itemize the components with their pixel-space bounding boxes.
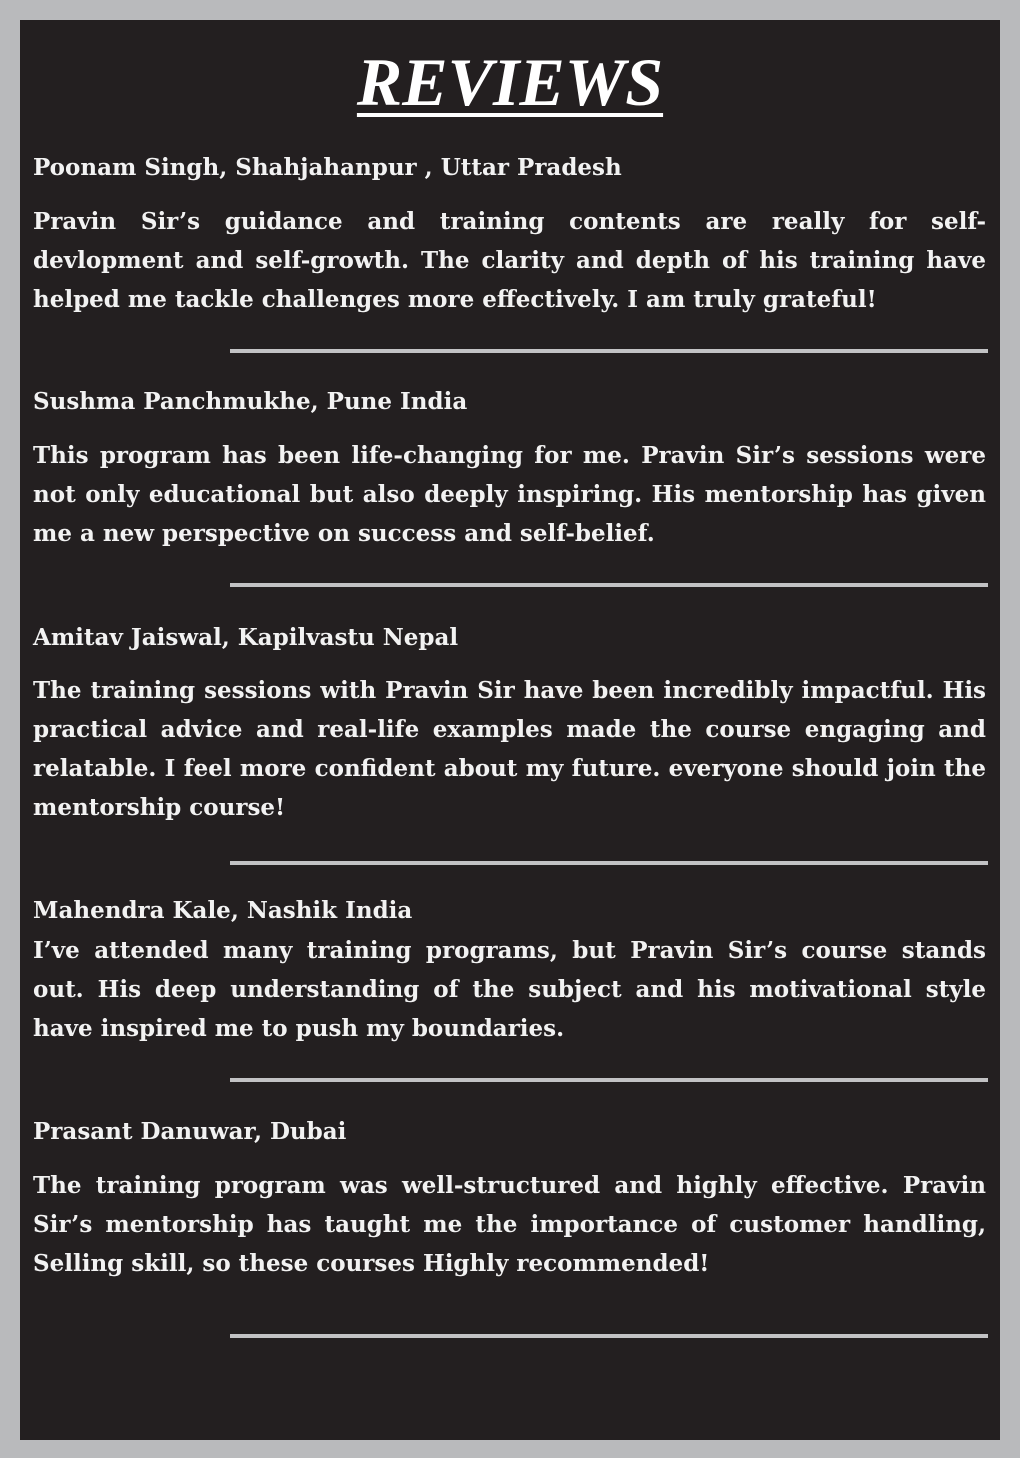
review-text: The training program was well-structured and highly effective. Pravin Sir’s mentorship has taught me the importance of customer handling, Selling skill, so these courses Highly recommended! bbox=[33, 1172, 986, 1277]
review-text: This program has been life-changing for me. Pravin Sir’s sessions were not only educational but also deeply inspiring. His mentorship has given me a new perspective on success and self-belief. bbox=[33, 442, 986, 547]
review-text: I’ve attended many training programs, but Pravin Sir’s course stands out. His deep understanding of the subject and his motivational style have inspired me to push my boundaries. bbox=[33, 937, 986, 1042]
reviewer-name: Sushma Panchmukhe, Pune India bbox=[33, 388, 468, 415]
reviewer-name: Mahendra Kale, Nashik India bbox=[33, 897, 413, 924]
review-divider bbox=[230, 583, 988, 587]
reviewer-name: Prasant Danuwar, Dubai bbox=[33, 1118, 347, 1145]
reviewer-name: Poonam Singh, Shahjahanpur , Uttar Pradesh bbox=[33, 154, 622, 181]
review-divider bbox=[230, 1078, 988, 1082]
reviews-panel bbox=[20, 20, 1000, 1440]
review-divider bbox=[230, 1334, 988, 1338]
review-text: Pravin Sir’s guidance and training contents are really for self-devlopment and self-growth. The clarity and depth of his training have helped me tackle challenges more effectively. I am truly grateful! bbox=[33, 208, 986, 313]
review-text: The training sessions with Pravin Sir have been incredibly impactful. His practical advice and real-life examples made the course engaging and relatable. I feel more confident about my future. everyone should join the mentorship course! bbox=[33, 677, 986, 821]
review-divider bbox=[230, 861, 988, 865]
reviewer-name: Amitav Jaiswal, Kapilvastu Nepal bbox=[33, 624, 459, 651]
review-divider bbox=[230, 349, 988, 353]
page-title: REVIEWS bbox=[356, 44, 664, 120]
